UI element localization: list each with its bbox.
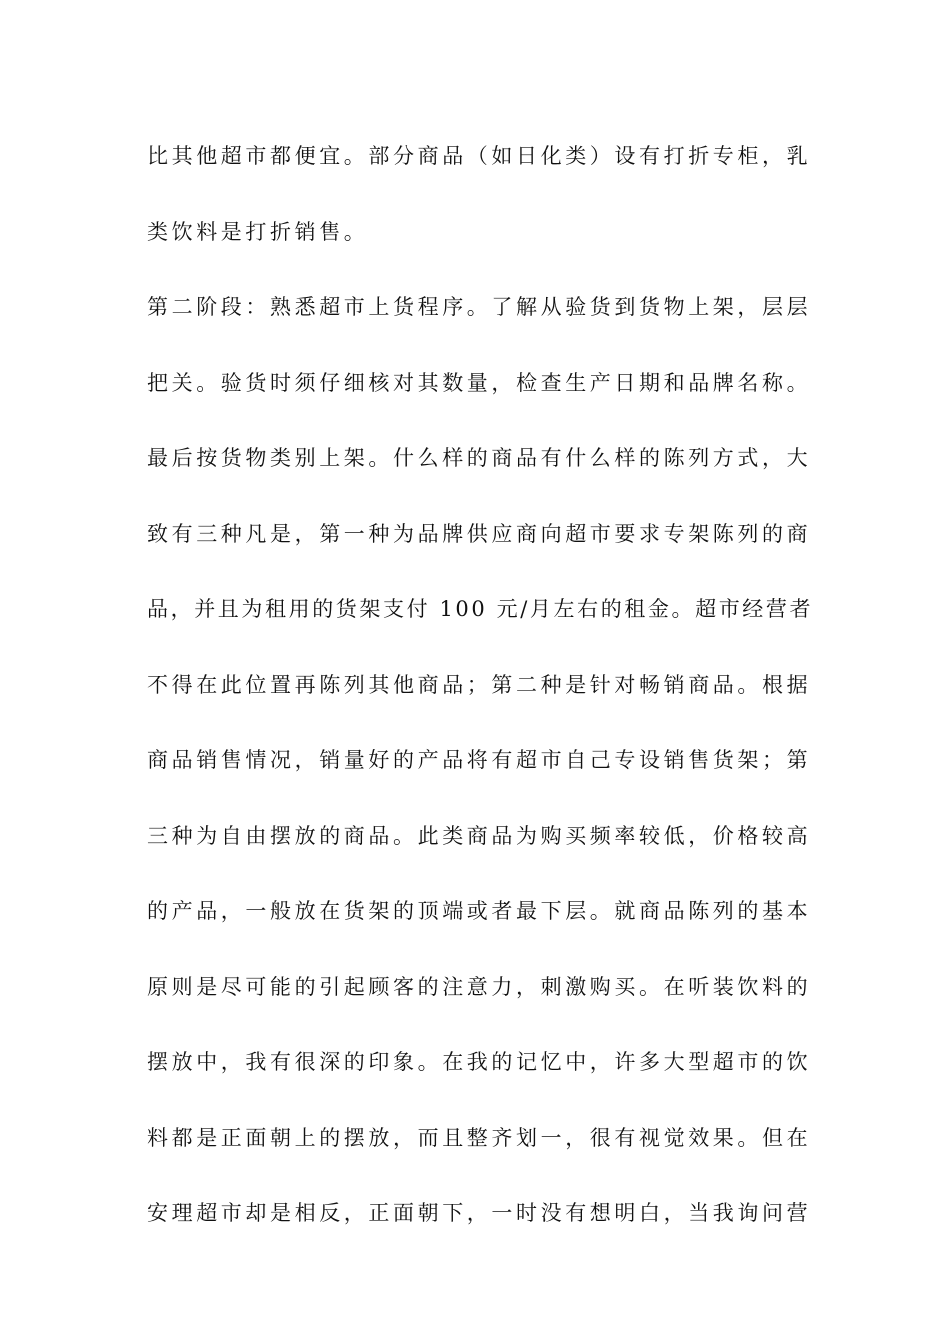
text-line: 致有三种凡是，第一种为品牌供应商向超市要求专架陈列的商	[147, 521, 812, 546]
text-line: 商品销售情况，销量好的产品将有超市自己专设销售货架；第	[147, 748, 812, 772]
text-line: 最后按货物类别上架。什么样的商品有什么样的陈列方式，大	[147, 446, 812, 470]
text-line: 把关。验货时须仔细核对其数量，检查生产日期和品牌名称。	[147, 370, 812, 395]
text-line: 不得在此位置再陈列其他商品；第二种是针对畅销商品。根据	[147, 672, 812, 697]
text-line: 品，并且为租用的货架支付 100 元/月左右的租金。超市经营者	[147, 597, 814, 621]
text-line: 第二阶段：熟悉超市上货程序。了解从验货到货物上架，层层	[147, 295, 812, 319]
text-line: 三种为自由摆放的商品。此类商品为购买频率较低，价格较高	[147, 823, 812, 848]
text-line: 比其他超市都便宜。部分商品（如日化类）设有打折专柜，乳	[147, 144, 812, 168]
text-line: 的产品，一般放在货架的顶端或者最下层。就商品陈列的基本	[147, 899, 812, 923]
text-line: 原则是尽可能的引起顾客的注意力，刺激购买。在听装饮料的	[147, 974, 812, 999]
text-line: 安理超市却是相反，正面朝下，一时没有想明白，当我询问营	[147, 1201, 812, 1225]
body-text	[147, 132, 814, 1265]
text-line: 摆放中，我有很深的印象。在我的记忆中，许多大型超市的饮	[147, 1050, 812, 1074]
text-line: 料都是正面朝上的摆放，而且整齐划一，很有视觉效果。但在	[147, 1125, 812, 1150]
text-line: 类饮料是打折销售。	[147, 219, 369, 244]
